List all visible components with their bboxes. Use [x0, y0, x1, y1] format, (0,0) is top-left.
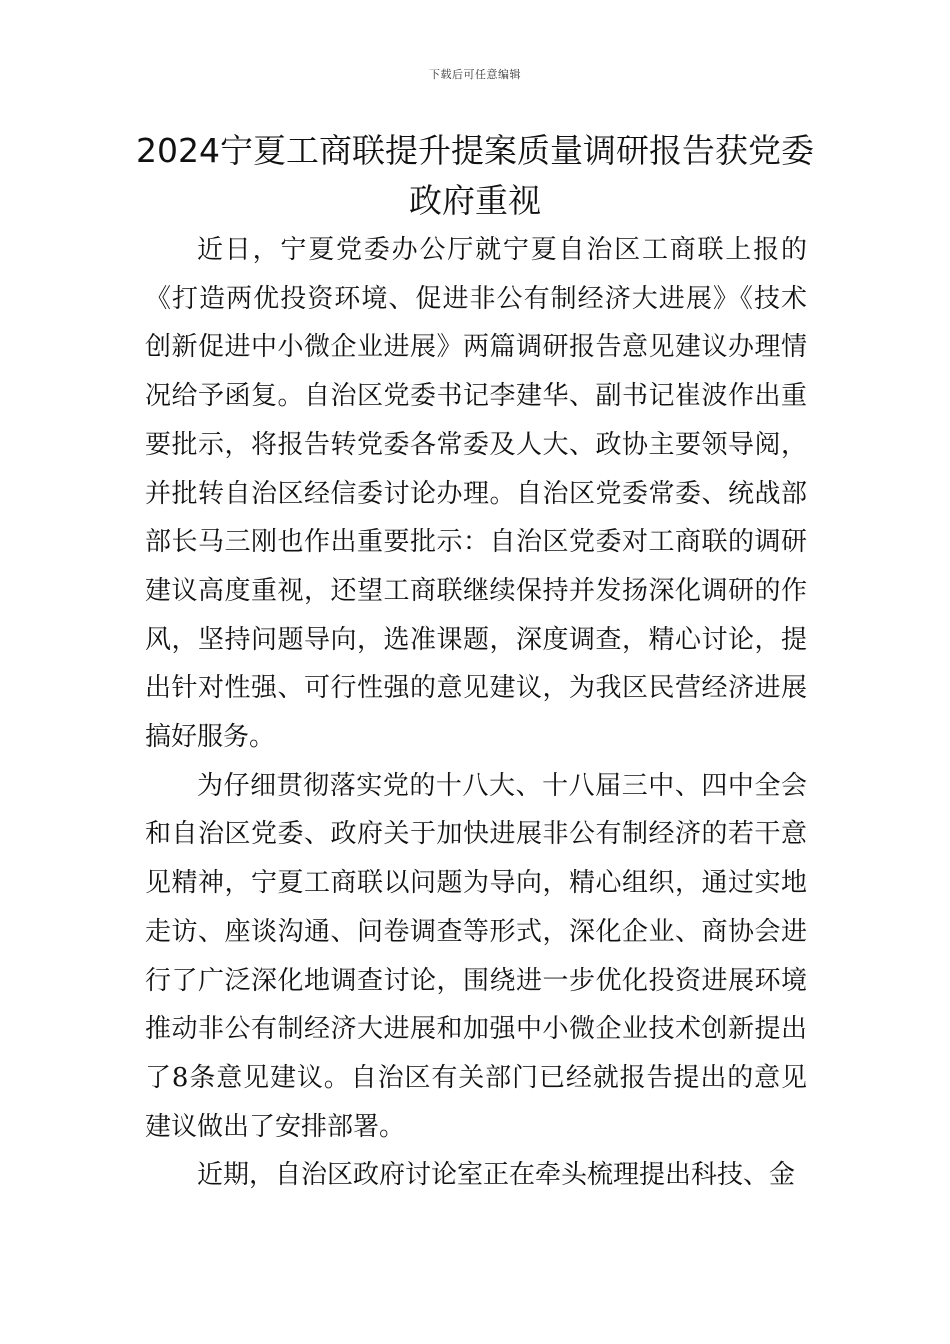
page-header-note: 下载后可任意编辑 [429, 68, 521, 81]
body-paragraph: 近日，宁夏党委办公厅就宁夏自治区工商联上报的《打造两优投资环境、促进非公有制经济大进展》《技术创新促进中小微企业进展》两篇调研报告意见建议办理情况给予函复。自治区党委书记李建华、副书记崔波作出重要批示，将报告转党委各常委及人大、政协主要领导阅，并批转自治区经信委讨论办理。自治区党委常委、统战部部长马三刚也作出重要批示：自治区党委对工商联的调研建议高度重视，还望工商联继续保持并发扬深化调研的作风，坚持问题导向，选准课题，深度调查，精心讨论，提出针对性强、可行性强的意见建议，为我区民营经济进展搞好服务。 [145, 235, 807, 753]
body-paragraph: 为仔细贯彻落实党的十八大、十八届三中、四中全会和自治区党委、政府关于加快进展非公有制经济的若干意见精神，宁夏工商联以问题为导向，精心组织，通过实地走访、座谈沟通、问卷调查等形式，深化企业、商协会进行了广泛深化地调查讨论，围绕进一步优化投资进展环境推动非公有制经济大进展和加强中小微企业技术创新提出了8条意见建议。自治区有关部门已经就报告提出的意见建议做出了安排部署。 [145, 770, 807, 1142]
document-title: 2024宁夏工商联提升提案质量调研报告获党委政府重视 [136, 131, 814, 220]
body-paragraph: 近期，自治区政府讨论室正在牵头梳理提出科技、金 [197, 1160, 796, 1191]
document-body [145, 226, 807, 1200]
